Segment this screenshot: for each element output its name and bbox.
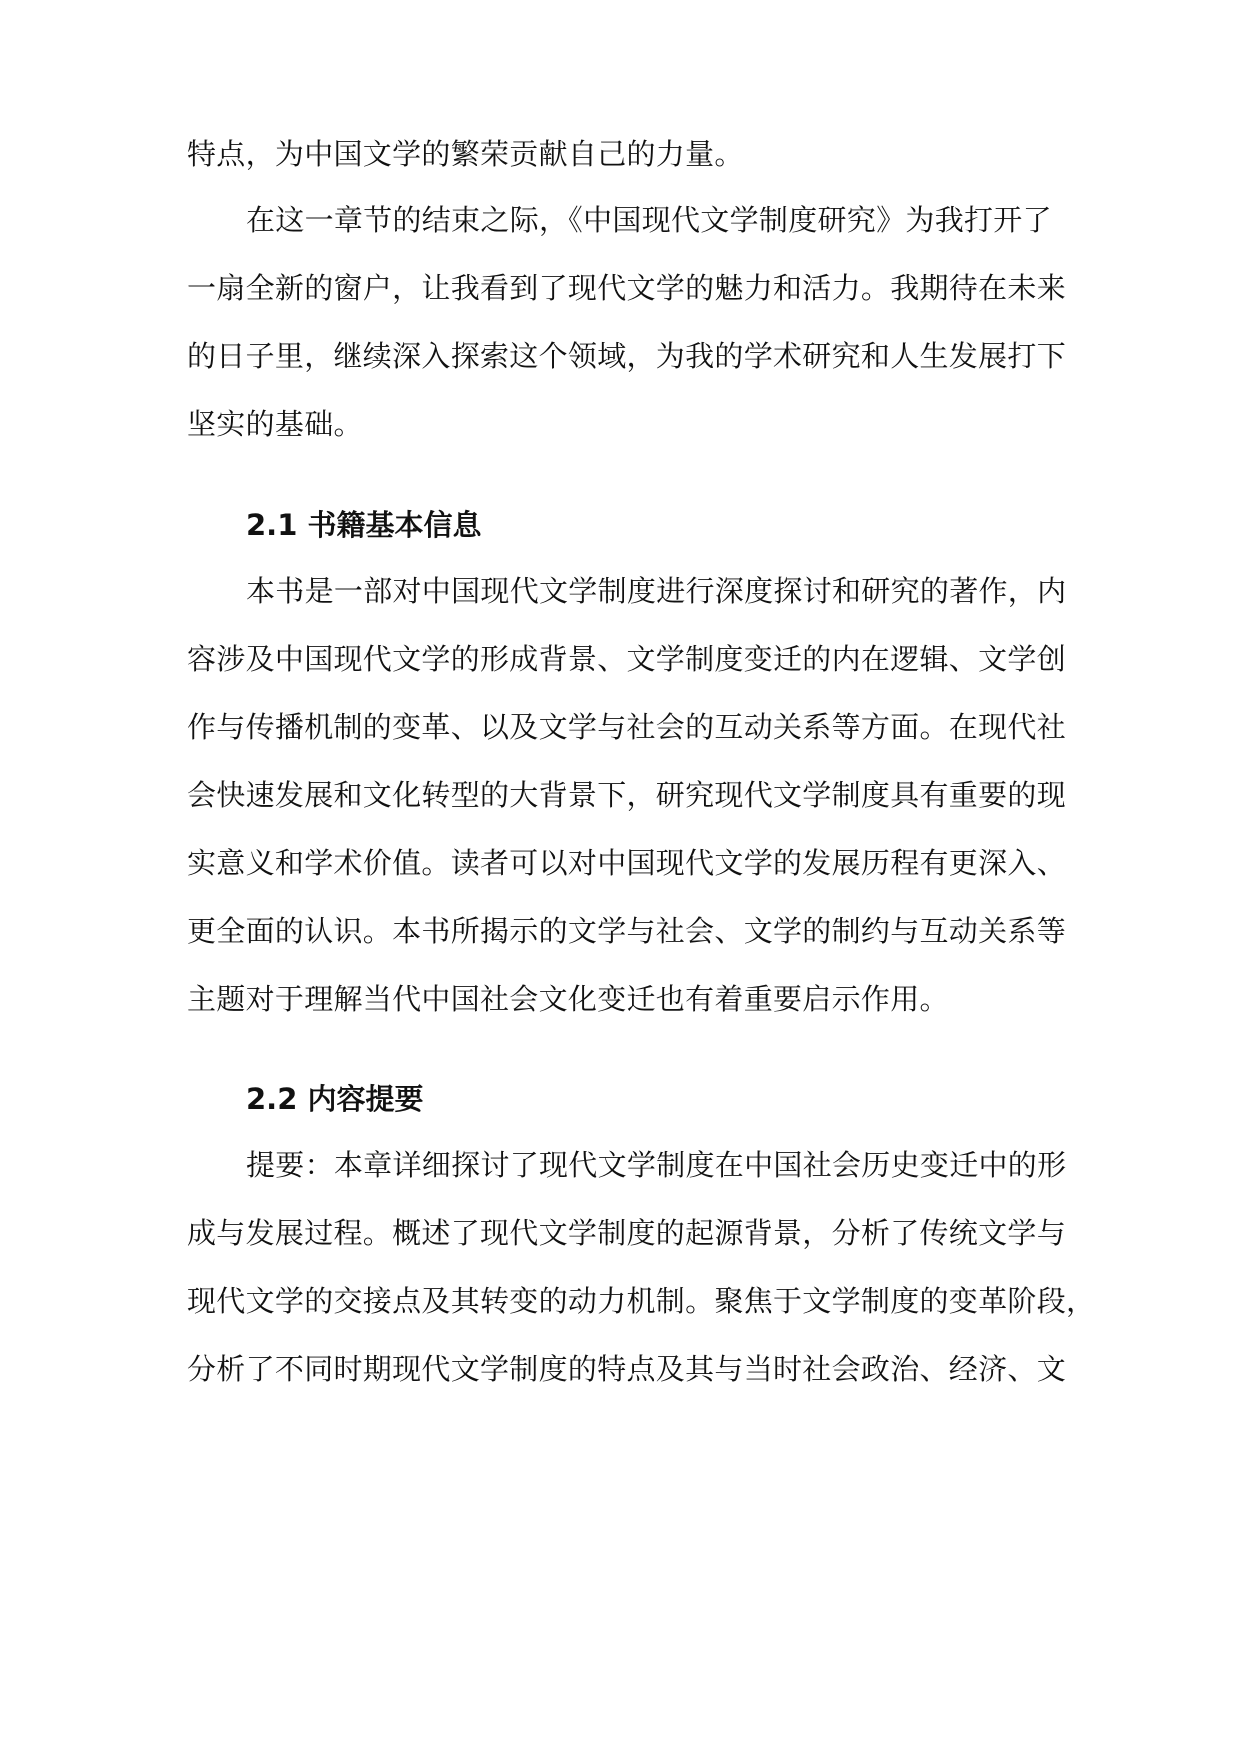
paragraph-line: 在这一章节的结束之际，《中国现代文学制度研究》为我打开了	[246, 203, 1052, 237]
paragraph-line: 更全面的认识。本书所揭示的文学与社会、文学的制约与互动关系等	[187, 914, 1067, 948]
paragraph-line: 实意义和学术价值。读者可以对中国现代文学的发展历程有更深入、	[187, 846, 1067, 880]
section-heading: 2.1 书籍基本信息	[246, 508, 482, 542]
paragraph-line: 一扇全新的窗户，让我看到了现代文学的魅力和活力。我期待在未来	[187, 271, 1067, 305]
paragraph-line: 现代文学的交接点及其转变的动力机制。聚焦于文学制度的变革阶段，	[187, 1284, 1096, 1318]
paragraph-line: 成与发展过程。概述了现代文学制度的起源背景，分析了传统文学与	[187, 1216, 1067, 1250]
section-heading: 2.2 内容提要	[246, 1082, 424, 1116]
paragraph-line: 会快速发展和文化转型的大背景下，研究现代文学制度具有重要的现	[187, 778, 1067, 812]
paragraph-line: 作与传播机制的变革、以及文学与社会的互动关系等方面。在现代社	[187, 710, 1067, 744]
paragraph-line: 分析了不同时期现代文学制度的特点及其与当时社会政治、经济、文	[187, 1352, 1067, 1386]
paragraph-line: 主题对于理解当代中国社会文化变迁也有着重要启示作用。	[187, 982, 949, 1016]
paragraph-line: 特点，为中国文学的繁荣贡献自己的力量。	[187, 137, 744, 171]
paragraph-line: 坚实的基础。	[187, 407, 363, 441]
paragraph-line: 提要：本章详细探讨了现代文学制度在中国社会历史变迁中的形	[246, 1148, 1067, 1182]
paragraph-line: 本书是一部对中国现代文学制度进行深度探讨和研究的著作，内	[246, 574, 1067, 608]
paragraph-line: 的日子里，继续深入探索这个领域，为我的学术研究和人生发展打下	[187, 339, 1067, 373]
paragraph-line: 容涉及中国现代文学的形成背景、文学制度变迁的内在逻辑、文学创	[187, 642, 1067, 676]
